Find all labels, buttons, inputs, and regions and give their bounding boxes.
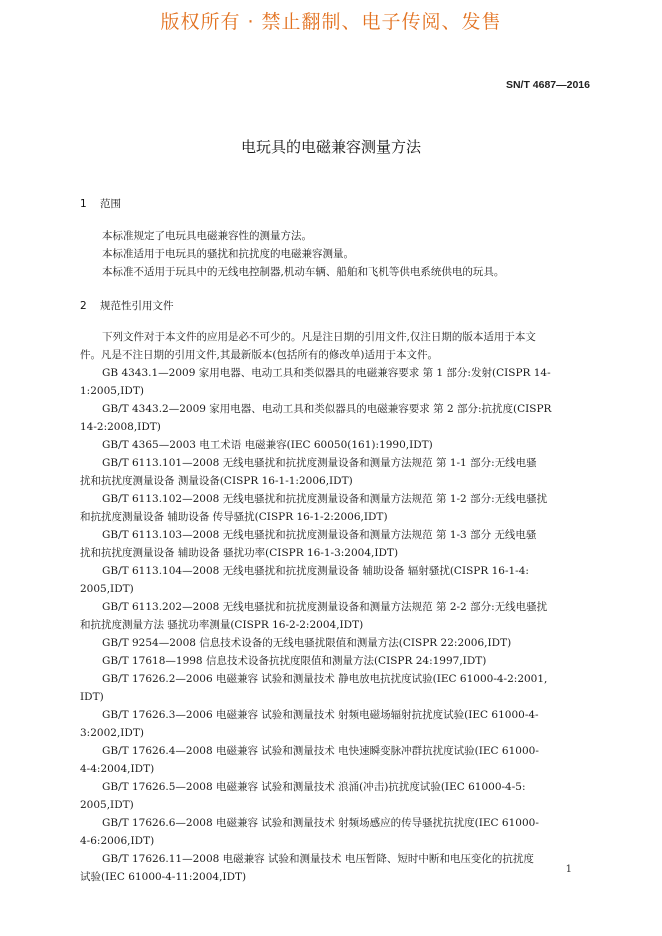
- reference-line: GB/T 6113.104—2008 无线电骚扰和抗扰度测量设备 辅助设备 辐射骚扰(CISPR 16-1-4:: [102, 565, 529, 577]
- reference-line: 14-2:2008,IDT): [80, 421, 161, 433]
- reference-line: 1:2005,IDT): [80, 385, 144, 397]
- reference-line: GB/T 17626.4—2008 电磁兼容 试验和测量技术 电快速瞬变脉冲群抗扰度试验(IEC 61000-: [102, 745, 539, 757]
- text-line: 件。凡是不注日期的引用文件,其最新版本(包括所有的修改单)适用于本文件。: [80, 349, 439, 361]
- reference-line: 和抗扰度测量设备 辅助设备 传导骚扰(CISPR 16-1-2:2006,IDT): [80, 511, 388, 523]
- reference-line: 和抗扰度测量方法 骚扰功率测量(CISPR 16-2-2:2004,IDT): [80, 619, 364, 631]
- reference-line: GB/T 6113.102—2008 无线电骚扰和抗扰度测量设备和测量方法规范 第 1-2 部分:无线电骚扰: [102, 493, 548, 505]
- reference-line: 4-4:2004,IDT): [80, 763, 155, 775]
- section-number: 2: [80, 300, 87, 312]
- text-line: 本标准不适用于玩具中的无线电控制器,机动车辆、船舶和飞机等供电系统供电的玩具。: [102, 266, 505, 278]
- reference-line: GB/T 17626.5—2008 电磁兼容 试验和测量技术 浪涌(冲击)抗扰度试验(IEC 61000-4-5:: [102, 781, 526, 793]
- reference-line: GB/T 17626.3—2006 电磁兼容 试验和测量技术 射频电磁场辐射抗扰度试验(IEC 61000-4-: [102, 709, 539, 721]
- section-2-heading: [80, 298, 174, 313]
- document-title: 电玩具的电磁兼容测量方法: [240, 138, 421, 156]
- reference-line: 扰和抗扰度测量设备 辅助设备 骚扰功率(CISPR 16-1-3:2004,IDT): [80, 547, 399, 559]
- reference-line: GB/T 6113.101—2008 无线电骚扰和抗扰度测量设备和测量方法规范 第 1-1 部分:无线电骚: [102, 457, 537, 469]
- reference-line: 3:2002,IDT): [80, 727, 144, 739]
- reference-line: GB/T 17626.11—2008 电磁兼容 试验和测量技术 电压暂降、短时中断和电压变化的抗扰度: [102, 853, 534, 865]
- reference-line: GB/T 4343.2—2009 家用电器、电动工具和类似器具的电磁兼容要求 第 2 部分:抗扰度(CISPR: [102, 403, 552, 415]
- reference-line: GB/T 17626.2—2006 电磁兼容 试验和测量技术 静电放电抗扰度试验(IEC 61000-4-2:2001,: [102, 673, 548, 685]
- reference-line: GB/T 6113.202—2008 无线电骚扰和抗扰度测量设备和测量方法规范 第 2-2 部分:无线电骚扰: [102, 601, 548, 613]
- reference-line: GB/T 17626.6—2008 电磁兼容 试验和测量技术 射频场感应的传导骚扰抗扰度(IEC 61000-: [102, 817, 539, 829]
- reference-line: 2005,IDT): [80, 583, 134, 595]
- section-number: 1: [80, 198, 87, 210]
- reference-line: 2005,IDT): [80, 799, 134, 811]
- reference-line: IDT): [80, 691, 104, 703]
- section-title: 规范性引用文件: [100, 300, 174, 312]
- reference-line: GB/T 17618—1998 信息技术设备抗扰度限值和测量方法(CISPR 24:1997,IDT): [102, 655, 487, 667]
- reference-line: GB/T 6113.103—2008 无线电骚扰和抗扰度测量设备和测量方法规范 第 1-3 部分 无线电骚: [102, 529, 537, 541]
- reference-line: GB/T 9254—2008 信息技术设备的无线电骚扰限值和测量方法(CISPR 22:2006,IDT): [102, 637, 512, 649]
- text-line: 本标准适用于电玩具的骚扰和抗扰度的电磁兼容测量。: [102, 248, 354, 260]
- copyright-banner: 版权所有 · 禁止翻制、电子传阅、发售: [160, 11, 502, 33]
- page-number: 1: [565, 864, 572, 875]
- section-2-body: [80, 328, 591, 883]
- reference-line: 4-6:2006,IDT): [80, 835, 155, 847]
- section-1-heading: [80, 196, 121, 211]
- reference-line: 扰和抗扰度测量设备 测量设备(CISPR 16-1-1:2006,IDT): [80, 475, 353, 487]
- standard-code: SN/T 4687—2016: [505, 79, 590, 91]
- text-line: 本标准规定了电玩具电磁兼容性的测量方法。: [102, 230, 312, 242]
- reference-line: GB/T 4365—2003 电工术语 电磁兼容(IEC 60050(161):1990,IDT): [102, 439, 433, 451]
- section-title: 范围: [100, 198, 121, 210]
- reference-line: 试验(IEC 61000-4-11:2004,IDT): [80, 871, 247, 883]
- section-1-body: [80, 227, 591, 281]
- reference-line: GB 4343.1—2009 家用电器、电动工具和类似器具的电磁兼容要求 第 1 部分:发射(CISPR 14-: [102, 367, 551, 379]
- text-line: 下列文件对于本文件的应用是必不可少的。凡是注日期的引用文件,仅注日期的版本适用于本文: [102, 331, 536, 343]
